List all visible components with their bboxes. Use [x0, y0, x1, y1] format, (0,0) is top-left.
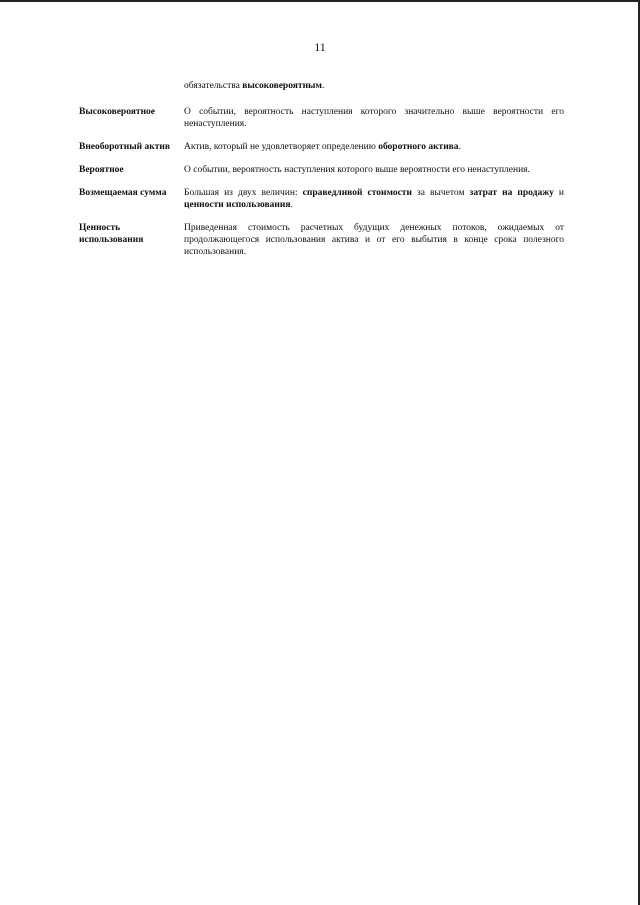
definition-text: Актив, который не удовлетворяет определению [184, 142, 379, 152]
glossary-definition [184, 187, 564, 211]
glossary-term: Высоковероятное [79, 107, 156, 117]
continuation-after: . [321, 81, 325, 91]
glossary-term: Возмещаемая сумма [79, 188, 167, 198]
continuation-text [184, 80, 564, 92]
definition-text-end: . [290, 200, 293, 210]
definition-bold-term: справедливой стоимости [302, 188, 412, 198]
page-number: 11 [314, 40, 326, 54]
definition-bold-term-3: ценности использования [184, 200, 291, 210]
definition-text: Большая из двух величин: [184, 188, 303, 198]
glossary-definition [184, 141, 564, 153]
definition-text: Приведенная стоимость расчетных будущих денежных потоков, ожидаемых от продолжающегося использования актива и от его выбытия в конце срока полезного использования. [184, 223, 564, 257]
page-edge-top [0, 0, 640, 2]
definition-text-joiner: и [553, 188, 564, 198]
definition-text-end: . [458, 142, 461, 152]
glossary-definition [184, 222, 564, 258]
glossary-term: Внеоборотный актив [79, 142, 170, 152]
definition-text-middle: за вычетом [411, 188, 470, 198]
definition-bold-term: оборотного актива [378, 142, 459, 152]
definition-text: О событии, вероятность наступления которого значительно выше вероятности его ненаступления. [184, 107, 564, 129]
continuation-bold-term: высоковероятным [242, 81, 322, 91]
glossary-definition [184, 106, 564, 130]
continuation-before: обязательства [184, 81, 243, 91]
glossary-term: Ценность использования [79, 223, 144, 245]
glossary-definition [184, 164, 564, 176]
glossary-term: Вероятное [79, 165, 124, 175]
definition-text: О событии, вероятность наступления которого выше вероятности его ненаступления. [184, 165, 530, 175]
definition-bold-term-2: затрат на продажу [469, 188, 554, 198]
